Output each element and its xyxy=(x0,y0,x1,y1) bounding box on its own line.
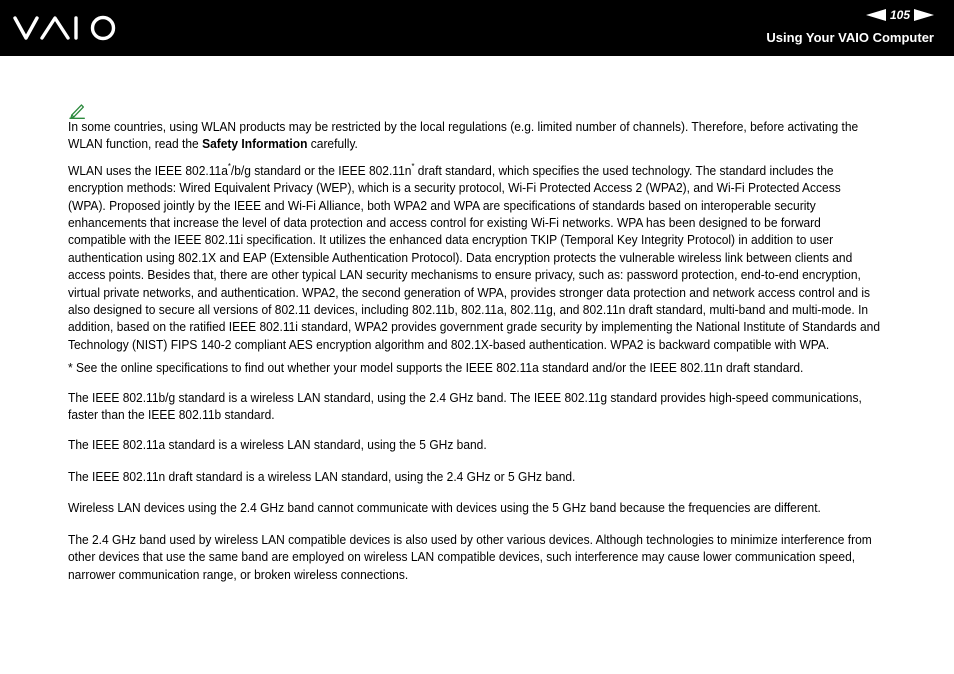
page-number: 105 xyxy=(889,8,910,22)
pencil-note-icon xyxy=(69,103,86,119)
page-header xyxy=(0,0,954,56)
page-content xyxy=(68,103,880,584)
page-navigation xyxy=(866,7,934,23)
paragraph-interference: The 2.4 GHz band used by wireless LAN compatible devices is also used by other various devices. Although technologies to minimize interference from other devices that use the same band are employed on wireless LAN compatible devices, such interference may cause lower communication speed, narrower communication range, or broken wireless connections. xyxy=(68,532,872,582)
right-arrow-icon[interactable] xyxy=(914,9,934,21)
paragraph-80211a: The IEEE 802.11a standard is a wireless LAN standard, using the 5 GHz band. xyxy=(68,437,487,452)
wlan-paragraph: WLAN uses the IEEE 802.11a*/b/g standard or the IEEE 802.11n* draft standard, which specifies the used technology. The standard includes the encryption methods: Wired Equivalent Privacy (WEP), which is a security protocol, Wi-Fi Protected Access 2 (WPA2), and Wi-Fi Protected Access (WPA). Proposed jointly by the IEEE and Wi-Fi Alliance, both WPA2 and WPA are specifications of standards based on interoperable security enhancements that increase the level of data protection and access control for existing Wi-Fi networks. WPA has been designed to be forward compatible with the IEEE 802.11i specification. It utilizes the enhanced data encryption TKIP (Temporal Key Integrity Protocol) in addition to user authentication using 802.1X and EAP (Extensible Authentication Protocol). Data encryption protects the vulnerable wireless link between clients and access points. Besides that, there are other typical LAN security mechanisms to ensure privacy, such as: password protection, end-to-end encryption, virtual private networks, and authentication. WPA2, the second generation of WPA, provides stronger data protection and network access control and is also designed to secure all versions of 802.11 devices, including 802.11b, 802.11a, 802.11g, and 802.11n draft standard, multi-band and multi-mode. In addition, based on the ratified IEEE 802.11i standard, WPA2 provides government grade security by implementing the National Institute of Standards and Technology (NIST) FIPS 140-2 compliant AES encryption algorithm and 802.1X-based authentication. WPA2 is backward compatible with WPA. xyxy=(68,161,881,352)
footnote: * See the online specifications to find out whether your model supports the IEEE 802.11a standard and/or the IEEE 802.11n draft standard. xyxy=(68,361,804,376)
footnote-marker: * xyxy=(411,161,415,171)
left-arrow-icon[interactable] xyxy=(866,9,886,21)
note-text: In some countries, using WLAN products may be restricted by the local regulations (e.g. limited number of channels). Therefore, before activating the WLAN function, read the Safety Information carefully. xyxy=(68,120,859,152)
safety-information-ref: Safety Information xyxy=(202,137,308,152)
footnote-marker: * xyxy=(227,161,231,171)
vaio-logo xyxy=(13,14,121,42)
paragraph-band-compat: Wireless LAN devices using the 2.4 GHz band cannot communicate with devices using the 5 GHz band because the frequencies are different. xyxy=(68,501,821,516)
paragraph-80211bg: The IEEE 802.11b/g standard is a wireless LAN standard, using the 2.4 GHz band. The IEEE 802.11g standard provides high-speed communications, faster than the IEEE 802.11b standard. xyxy=(68,390,862,423)
section-title: Using Your VAIO Computer xyxy=(766,30,934,45)
paragraph-80211n: The IEEE 802.11n draft standard is a wireless LAN standard, using the 2.4 GHz or 5 GHz band. xyxy=(68,469,576,484)
